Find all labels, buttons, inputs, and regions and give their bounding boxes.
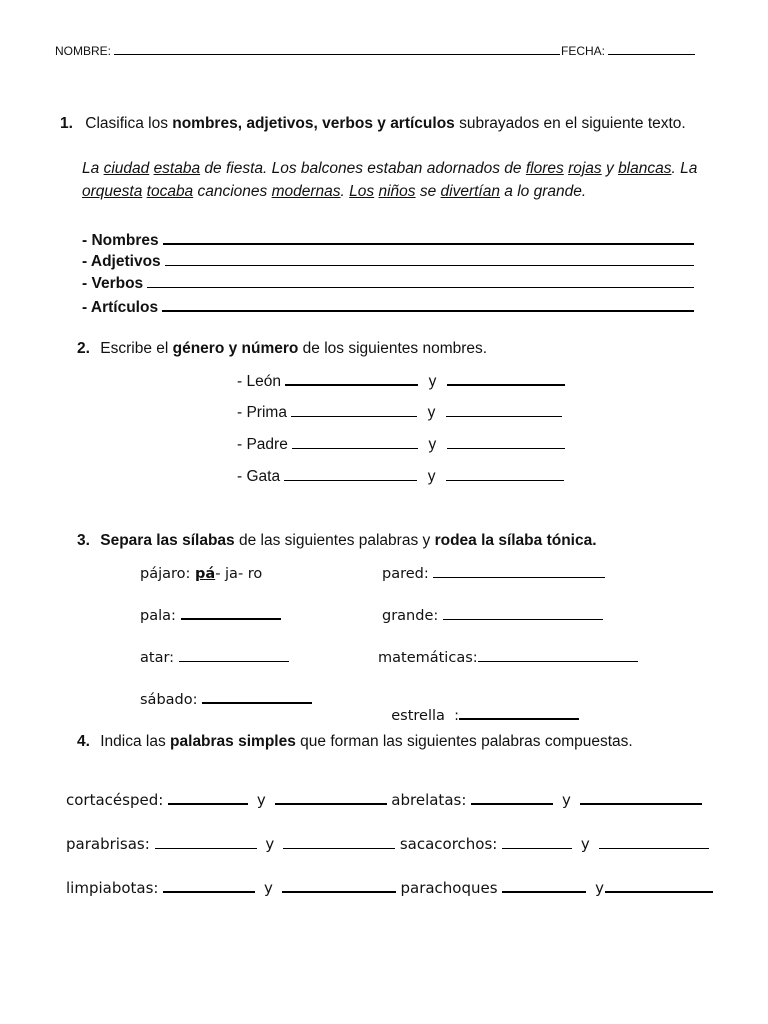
simple-word-line[interactable]: [605, 891, 713, 893]
date-field[interactable]: [561, 44, 695, 58]
syllable-line[interactable]: [433, 577, 605, 578]
q1-text-line-1: [82, 160, 697, 178]
q3-middle: de las siguientes palabras y: [234, 532, 435, 549]
simple-word-line[interactable]: [282, 891, 396, 893]
simple-word-line[interactable]: [275, 803, 387, 805]
q2-instruction: [77, 340, 487, 358]
q3-word: atar:: [140, 650, 175, 666]
q3-word: estrella :: [391, 708, 459, 724]
nombre-line[interactable]: [114, 54, 560, 55]
q2-noun: - Gata: [237, 468, 281, 485]
passage-text: se: [415, 183, 441, 200]
q4-compound: sacacorchos:: [399, 835, 498, 853]
simple-word-line[interactable]: [502, 891, 586, 893]
q4-connector: y: [256, 791, 266, 809]
q4-connector: y: [595, 879, 605, 897]
q1-category-row: [82, 228, 694, 250]
q4-row: [66, 835, 709, 853]
q4-prefix: Indica las: [100, 733, 171, 750]
underlined-word: flores: [525, 160, 564, 177]
simple-word-line[interactable]: [599, 848, 709, 849]
q3-word: pala:: [140, 608, 176, 624]
underlined-word: tocaba: [146, 183, 194, 200]
simple-word-line[interactable]: [502, 848, 572, 849]
simple-word-line[interactable]: [580, 803, 702, 805]
fecha-line[interactable]: [608, 54, 695, 55]
q4-connector: y: [580, 835, 590, 853]
q3-example-word: pájaro:: [140, 566, 191, 582]
q3-instruction: [77, 532, 597, 550]
q1-suffix: subrayados en el siguiente texto.: [454, 115, 686, 132]
q2-suffix: de los siguientes nombres.: [298, 340, 488, 357]
q3-word-row: [140, 692, 312, 708]
q3-word: pared:: [382, 566, 429, 582]
q1-number: 1.: [60, 115, 73, 132]
q1-category-row: [82, 272, 694, 293]
syllable-line[interactable]: [179, 661, 289, 662]
number-line[interactable]: [447, 448, 565, 449]
q3-word-row: [140, 650, 289, 666]
underlined-word: rojas: [568, 160, 602, 177]
underlined-word: estaba: [153, 160, 201, 177]
q1-instruction: [60, 115, 686, 133]
q4-connector: y: [561, 791, 571, 809]
q3-example: [140, 566, 262, 582]
simple-word-line[interactable]: [163, 891, 255, 893]
passage-text: canciones: [193, 183, 272, 200]
syllable-line[interactable]: [478, 661, 638, 662]
q4-instruction: [77, 733, 633, 751]
q2-row: [237, 404, 562, 422]
gender-line[interactable]: [285, 384, 418, 386]
q3-word: sábado:: [140, 692, 198, 708]
q3-bold-2: rodea la sílaba tónica.: [434, 532, 597, 549]
passage-text: .: [340, 183, 350, 200]
answer-line[interactable]: [165, 250, 694, 266]
q1-category-label: - Artículos: [82, 299, 159, 316]
q1-category-label: - Verbos: [82, 275, 144, 292]
q4-number: 4.: [77, 733, 90, 750]
syllable-line[interactable]: [443, 619, 603, 620]
passage-text: . La: [671, 160, 698, 177]
q2-connector: y: [428, 373, 437, 390]
gender-line[interactable]: [292, 448, 418, 449]
underlined-word: orquesta: [82, 183, 143, 200]
underlined-word: divertían: [440, 183, 500, 200]
nombre-label: NOMBRE:: [55, 44, 112, 58]
passage-text: de fiesta. Los balcones estaban adornados de: [200, 160, 526, 177]
q4-row: [66, 879, 713, 897]
q1-category-label: - Adjetivos: [82, 253, 161, 270]
q4-bold: palabras simples: [170, 733, 296, 750]
q2-prefix: Escribe el: [100, 340, 173, 357]
q2-noun: - León: [237, 373, 281, 390]
q1-category-label: - Nombres: [82, 232, 159, 249]
q2-row: [237, 468, 564, 486]
simple-word-line[interactable]: [471, 803, 553, 805]
q1-text-line-2: [82, 183, 586, 201]
number-line[interactable]: [447, 384, 565, 386]
simple-word-line[interactable]: [283, 848, 395, 849]
underlined-word: ciudad: [103, 160, 150, 177]
answer-line[interactable]: [163, 228, 694, 245]
q3-word-row: [382, 692, 579, 724]
underlined-word: Los: [349, 183, 375, 200]
q2-row: [237, 436, 565, 454]
q3-word-row: [382, 608, 603, 624]
q3-word-row: [140, 608, 281, 624]
q3-number: 3.: [77, 532, 90, 549]
q4-compound: cortacésped:: [66, 791, 164, 809]
q1-bold: nombres, adjetivos, verbos y artículos: [172, 115, 455, 132]
q2-connector: y: [427, 468, 436, 485]
underlined-word: niños: [378, 183, 416, 200]
fecha-label: FECHA:: [561, 44, 606, 58]
passage-text: y: [601, 160, 619, 177]
q2-connector: y: [428, 436, 437, 453]
name-field[interactable]: [55, 44, 560, 58]
q1-category-row: [82, 295, 694, 317]
q3-word-row: [382, 566, 605, 582]
passage-text: a lo grande.: [499, 183, 587, 200]
q4-compound: abrelatas:: [391, 791, 467, 809]
q1-prefix: Clasifica los: [85, 115, 173, 132]
q2-bold: género y número: [172, 340, 299, 357]
syllable-line[interactable]: [202, 702, 312, 704]
q4-suffix: que forman las siguientes palabras compuestas.: [295, 733, 633, 750]
q3-word-row: [378, 650, 638, 666]
simple-word-line[interactable]: [168, 803, 248, 805]
q2-row: [237, 373, 565, 391]
answer-line[interactable]: [162, 295, 694, 312]
syllable-line[interactable]: [459, 718, 579, 720]
answer-line[interactable]: [147, 272, 694, 288]
number-line[interactable]: [446, 416, 562, 417]
q4-connector: y: [265, 835, 275, 853]
q4-compound: parabrisas:: [66, 835, 150, 853]
gender-line[interactable]: [284, 480, 417, 481]
q3-word: grande:: [382, 608, 439, 624]
q2-connector: y: [427, 404, 436, 421]
syllable-line[interactable]: [181, 618, 281, 620]
underlined-word: blancas: [618, 160, 672, 177]
gender-line[interactable]: [291, 416, 417, 417]
q4-compound: parachoques: [400, 879, 498, 897]
q1-category-row: [82, 250, 694, 271]
q2-number: 2.: [77, 340, 90, 357]
q4-compound: limpiabotas:: [66, 879, 159, 897]
q3-example-rest: - ja- ro: [215, 566, 263, 582]
q2-noun: - Prima: [237, 404, 287, 421]
number-line[interactable]: [446, 480, 564, 481]
q3-bold-1: Separa las sílabas: [100, 532, 235, 549]
underlined-word: modernas: [271, 183, 341, 200]
passage-text: La: [82, 160, 104, 177]
q4-connector: y: [264, 879, 273, 897]
q2-noun: - Padre: [237, 436, 288, 453]
q4-row: [66, 791, 702, 809]
q3-word: matemáticas:: [378, 650, 478, 666]
simple-word-line[interactable]: [155, 848, 257, 849]
q3-example-stressed: pá: [195, 566, 216, 582]
